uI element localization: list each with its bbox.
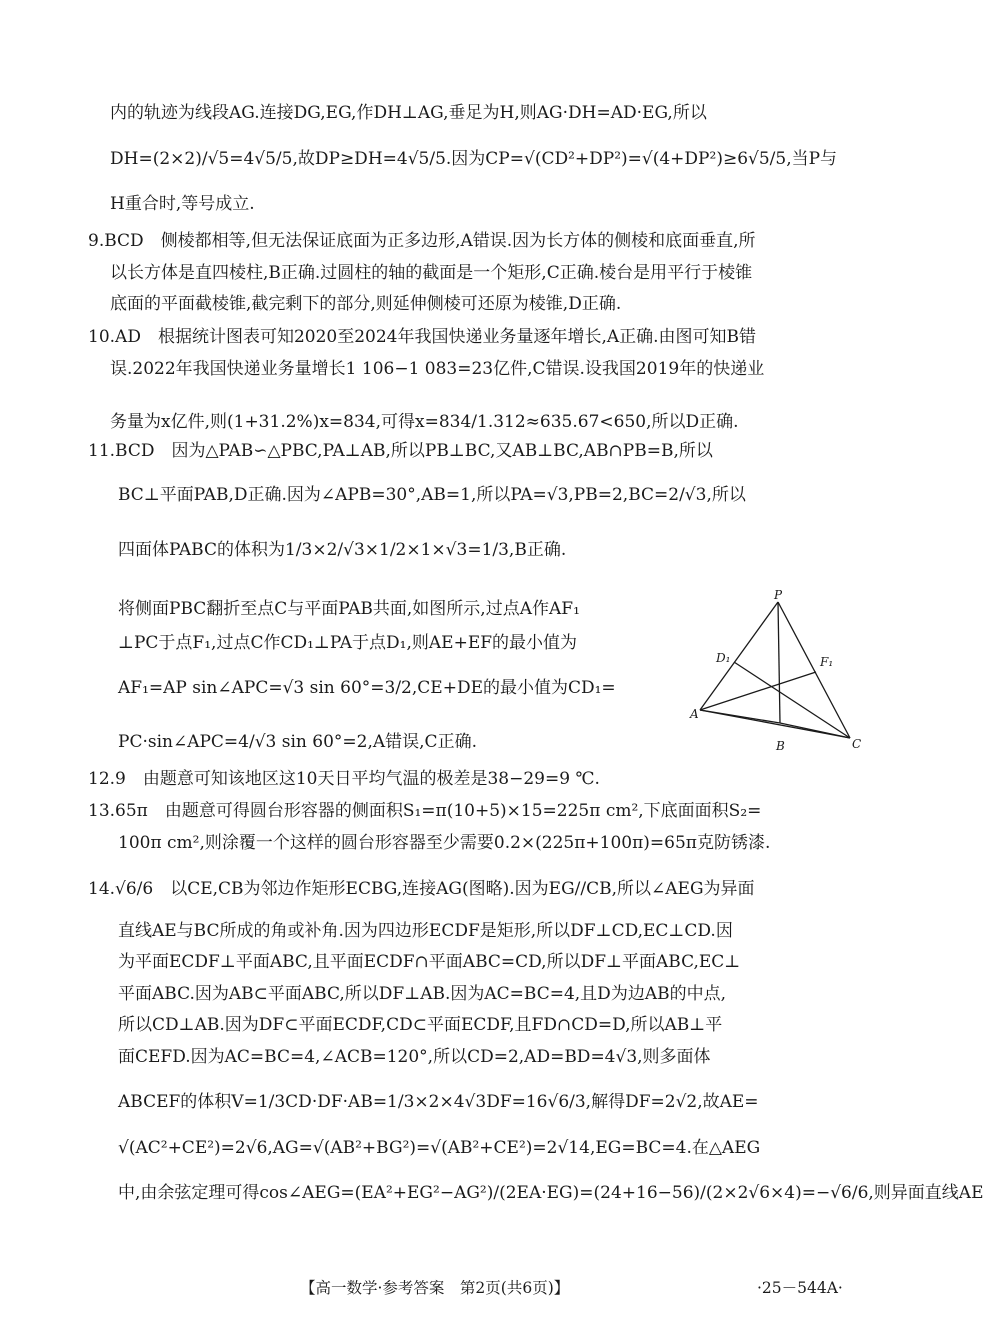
paragraph-q9 [88,226,868,321]
text-line: 10.AD 根据统计图表可知2020至2024年我国快递业务量逐年增长,A正确.由图可知B错 [88,327,757,347]
footer-page-info: 【高一数学·参考答案 第2页(共6页)】 [300,1279,570,1297]
label-D1: D₁ [716,651,731,665]
text-line: 面CEFD.因为AC=BC=4,∠ACB=120°,所以CD=2,AD=BD=4√3,则多面体 [118,1046,711,1067]
text-line: 9.BCD 侧棱都相等,但无法保证底面为正多边形,A错误.因为长方体的侧棱和底面垂直,所 [88,231,756,251]
text-line: 所以CD⊥AB.因为DF⊂平面ECDF,CD⊂平面ECDF,且FD∩CD=D,所以AB⊥平 [118,1015,723,1035]
text-line: DH=(2×2)/√5=4√5/5,故DP≥DH=4√5/5.因为CP=√(CD²+DP²)=√(4+DP²)≥6√5/5,当P与 [110,148,838,169]
text-line: 为平面ECDF⊥平面ABC,且平面ECDF∩平面ABC=CD,所以DF⊥平面ABC,EC⊥ [118,952,741,972]
label-A: A [690,707,699,721]
label-C: C [852,737,862,751]
text-line: 内的轨迹为线段AG.连接DG,EG,作DH⊥AG,垂足为H,则AG·DH=AD·EG,所以 [110,103,707,123]
text-line: 100π cm²,则涂覆一个这样的圆台形容器至少需要0.2×(225π+100π)=65π克防锈漆. [118,832,771,853]
text-line: ⊥PC于点F₁,过点C作CD₁⊥PA于点D₁,则AE+EF的最小值为 [118,632,578,653]
paragraph-q10 [88,322,868,439]
label-F1: F₁ [820,655,834,669]
folded-tetrahedron-figure [690,590,870,760]
text-line: 将侧面PBC翻折至点C与平面PAB共面,如图所示,过点A作AF₁ [118,599,580,619]
text-line: PC·sin∠APC=4/√3 sin 60°=2,A错误,C正确. [118,731,477,752]
paragraph-q13 [88,796,868,859]
edge-PB [778,602,780,723]
text-line: 11.BCD 因为△PAB∽△PBC,PA⊥AB,所以PB⊥BC,又AB⊥BC,AB∩PB=B,所以 [88,441,713,461]
paragraph-q11 [88,436,868,567]
paragraph-q12 [88,764,868,796]
text-line: 底面的平面截棱锥,截完剩下的部分,则延伸侧棱可还原为棱锥,D正确. [110,294,622,314]
paragraph-q11-fold [88,594,688,758]
edge-PC [778,602,850,738]
text-line: 四面体PABC的体积为1/3×2/√3×1/2×1×√3=1/3,B正确. [118,540,567,560]
edge-PA [700,602,778,710]
text-line: ABCEF的体积V=1/3CD·DF·AB=1/3×2×4√3DF=16√6/3,解得DF=2√2,故AE= [118,1092,759,1112]
text-line: 以长方体是直四棱柱,B正确.过圆柱的轴的截面是一个矩形,C正确.棱台是用平行于棱锥 [110,262,753,283]
text-line: H重合时,等号成立. [110,194,255,214]
text-line: 误.2022年我国快递业务量增长1 106−1 083=23亿件,C错误.设我国2019年的快递业 [110,358,765,379]
text-line: 中,由余弦定理可得cos∠AEG=(EA²+EG²−AG²)/(2EA·EG)=(24+16−56)/(2×2√6×4)=−√6/6,则异面直线AE [118,1183,984,1203]
text-line: BC⊥平面PAB,D正确.因为∠APB=30°,AB=1,所以PA=√3,PB=2,BC=2/√3,所以 [118,484,746,505]
text-line: 直线AE与BC所成的角或补角.因为四边形ECDF是矩形,所以DF⊥CD,EC⊥CD.因 [118,920,733,941]
text-line: 14.√6/6 以CE,CB为邻边作矩形ECBG,连接AG(图略).因为EG//CB,所以∠AEG为异面 [88,879,755,899]
footer-code: ·25－544A· [757,1279,843,1297]
paragraph-q14 [88,874,984,1210]
text-line: AF₁=AP sin∠APC=√3 sin 60°=3/2,CE+DE的最小值为CD₁= [118,678,616,698]
text-line: 13.65π 由题意可得圆台形容器的侧面积S₁=π(10+5)×15=225π cm²,下底面面积S₂= [88,801,762,821]
paragraph-q8-continued [88,98,868,221]
text-line: √(AC²+CE²)=2√6,AG=√(AB²+BG²)=√(AB²+CE²)=2√14,EG=BC=4.在△AEG [118,1137,761,1158]
label-P: P [774,588,783,602]
label-B: B [776,739,785,753]
text-line: 12.9 由题意可知该地区这10天日平均气温的极差是38−29=9 ℃. [88,769,600,789]
text-line: 务量为x亿件,则(1+31.2%)x=834,可得x=834/1.312≈635.67<650,所以D正确. [110,412,739,432]
text-line: 平面ABC.因为AB⊂平面ABC,所以DF⊥AB.因为AC=BC=4,且D为边AB的中点, [118,983,726,1004]
